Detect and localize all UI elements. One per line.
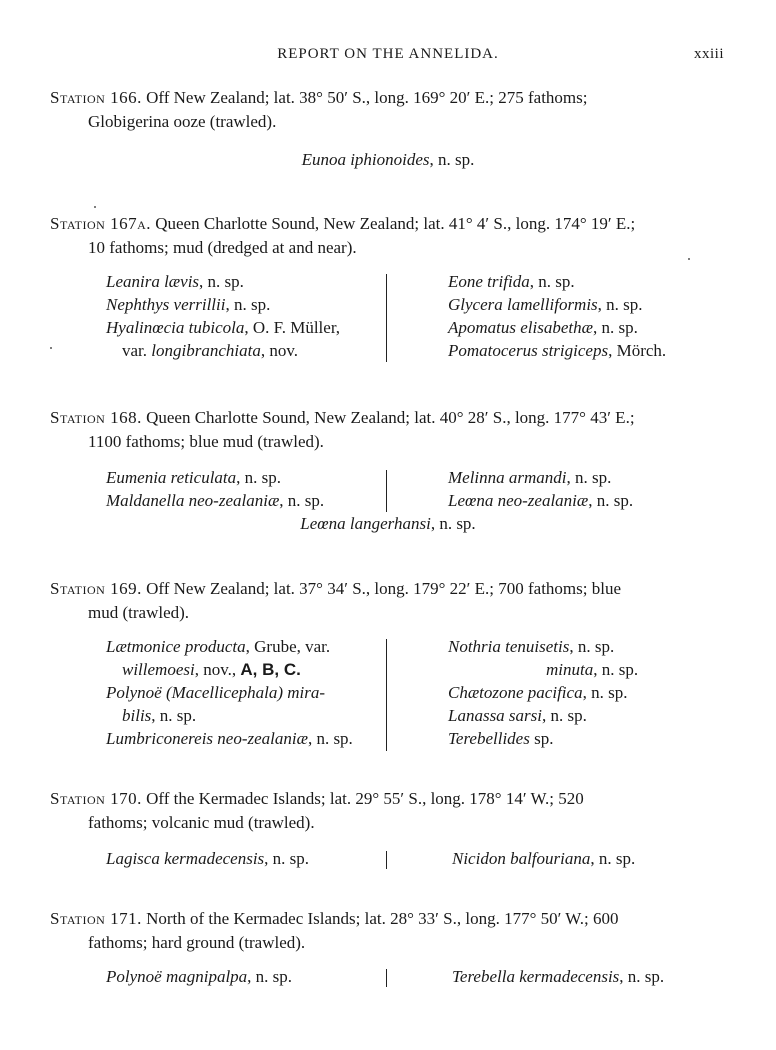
species-entry	[448, 466, 738, 489]
species-columns	[50, 965, 726, 989]
species-note: , n. sp.	[582, 683, 628, 702]
species-name: Chætozone pacifica	[448, 683, 583, 702]
running-title: REPORT ON THE ANNELIDA.	[277, 46, 499, 62]
species-name: longibranchiata	[151, 341, 261, 360]
species-name: Nicidon balfouriana	[452, 849, 591, 868]
station-locality-cont: fathoms; hard ground (trawled).	[88, 933, 306, 952]
species-note: , Mörch.	[608, 341, 667, 360]
species-entry	[452, 965, 742, 988]
species-entry	[448, 293, 738, 316]
species-name: Lagisca kermadecensis	[106, 849, 265, 868]
species-name: Terebella kermadecensis	[452, 967, 620, 986]
species-name: Nephthys verrillii	[106, 295, 226, 314]
print-speck	[50, 347, 52, 349]
species-name: Glycera lamelliformis	[448, 295, 598, 314]
species-note: , n. sp.	[151, 706, 197, 725]
column-divider	[386, 274, 387, 362]
species-note: , n. sp.	[264, 849, 310, 868]
station-heading	[50, 86, 726, 134]
species-note: , n. sp.	[592, 318, 638, 337]
species-column-right	[452, 965, 742, 988]
species-note: , n. sp.	[307, 729, 353, 748]
species-entry	[448, 727, 738, 750]
species-name: Eone trifida	[448, 272, 530, 291]
species-name: Apomatus elisabethæ	[448, 318, 593, 337]
station-locality: Off the Kermadec Islands; lat. 29° 55′ S., long. 178° 14′ W.; 520	[146, 789, 584, 808]
species-note: , n. sp.	[236, 468, 282, 487]
species-column-right	[448, 635, 738, 750]
species-entry	[50, 148, 726, 171]
station-heading	[50, 406, 726, 454]
station-166	[50, 86, 726, 171]
print-speck	[688, 258, 690, 260]
species-entry	[448, 658, 738, 681]
species-note: , n. sp.	[429, 150, 475, 169]
species-note: , n. sp.	[430, 514, 476, 533]
species-name: Pomatocerus strigiceps	[448, 341, 609, 360]
species-note: sp.	[529, 729, 554, 748]
species-columns	[50, 466, 726, 512]
species-note: , n. sp.	[225, 295, 271, 314]
species-name: Lanassa sarsi	[448, 706, 543, 725]
column-divider	[386, 851, 387, 869]
species-entry	[50, 512, 726, 535]
species-note: , n. sp.	[593, 660, 639, 679]
species-name: Polynoë magnipalpa	[106, 967, 248, 986]
species-columns	[50, 270, 726, 364]
species-note: , n. sp.	[529, 272, 575, 291]
species-entry	[448, 316, 738, 339]
species-note: , n. sp.	[588, 491, 634, 510]
station-locality-cont: mud (trawled).	[88, 603, 190, 622]
species-name: Nothria tenuisetis	[448, 637, 570, 656]
station-locality-cont: 10 fathoms; mud (dredged at and near).	[88, 238, 357, 257]
species-note: , n. sp.	[566, 468, 612, 487]
station-heading	[50, 577, 726, 625]
station-label: Station 167a.	[50, 214, 151, 233]
station-locality: Queen Charlotte Sound, New Zealand; lat. 40° 28′ S., long. 177° 43′ E.;	[146, 408, 635, 427]
species-name: bilis	[122, 706, 152, 725]
station-171	[50, 907, 726, 989]
species-name: Terebellides	[448, 729, 530, 748]
species-column-right	[452, 847, 742, 870]
species-note: , nov.,	[194, 660, 241, 679]
station-label: Station 170.	[50, 789, 142, 808]
species-name: Hyalinœcia tubicola	[106, 318, 245, 337]
species-column-right	[448, 466, 738, 512]
species-name: Leanira lævis	[106, 272, 200, 291]
species-name: Maldanella neo-zealaniæ	[106, 491, 280, 510]
species-columns	[50, 847, 726, 871]
station-label: Station 171.	[50, 909, 142, 928]
station-heading	[50, 787, 726, 835]
species-name: minuta	[546, 660, 594, 679]
species-name: Leœna langerhansi	[300, 514, 431, 533]
species-name: willemoesi	[122, 660, 195, 679]
species-name: Lætmonice producta	[106, 637, 246, 656]
species-note: , n. sp.	[590, 849, 636, 868]
species-name: Leœna neo-zealaniæ	[448, 491, 589, 510]
column-divider	[386, 470, 387, 512]
species-note: , n. sp.	[199, 272, 244, 291]
station-170	[50, 787, 726, 871]
station-locality-cont: Globigerina ooze (trawled).	[88, 112, 277, 131]
station-locality: North of the Kermadec Islands; lat. 28° 33′ S., long. 177° 50′ W.; 600	[146, 909, 619, 928]
species-name: Polynoë (Macellicephala) mira-	[106, 683, 326, 702]
species-note: , n. sp.	[247, 967, 293, 986]
column-divider	[386, 639, 387, 751]
station-label: Station 169.	[50, 579, 142, 598]
station-167a	[50, 212, 726, 364]
species-entry	[448, 489, 738, 512]
species-note: , n. sp.	[542, 706, 587, 725]
station-label: Station 166.	[50, 88, 142, 107]
species-note: , n. sp.	[569, 637, 615, 656]
species-columns	[50, 635, 726, 753]
species-column-right	[448, 270, 738, 362]
species-entry	[448, 270, 738, 293]
station-locality-cont: fathoms; volcanic mud (trawled).	[88, 813, 315, 832]
station-heading	[50, 212, 726, 260]
species-note: , Grube, var.	[245, 637, 331, 656]
station-169	[50, 577, 726, 753]
species-note: , n. sp.	[279, 491, 325, 510]
station-locality-cont: 1100 fathoms; blue mud (trawled).	[88, 432, 324, 451]
station-locality: Queen Charlotte Sound, New Zealand; lat. 41° 4′ S., long. 174° 19′ E.;	[155, 214, 636, 233]
page-number: xxiii	[693, 46, 724, 62]
station-locality: Off New Zealand; lat. 37° 34′ S., long. 179° 22′ E.; 700 fathoms; blue	[146, 579, 622, 598]
running-header	[0, 46, 776, 70]
species-name: Lumbriconereis neo-zealaniæ	[106, 729, 308, 748]
species-entry	[452, 847, 742, 870]
species-note: , n. sp.	[597, 295, 643, 314]
species-name: Melinna armandi	[448, 468, 567, 487]
station-label: Station 168.	[50, 408, 142, 427]
species-note: , nov.	[260, 341, 298, 360]
species-entry	[448, 704, 738, 727]
species-entry	[448, 339, 738, 362]
species-entry	[448, 635, 738, 658]
species-entry	[448, 681, 738, 704]
species-note: , n. sp.	[619, 967, 665, 986]
station-168	[50, 406, 726, 535]
variety-letters: A, B, C.	[240, 660, 301, 679]
station-heading	[50, 907, 726, 955]
species-name: Eunoa iphionoides	[301, 150, 430, 169]
column-divider	[386, 969, 387, 987]
species-note: , O. F. Müller,	[244, 318, 341, 337]
print-speck	[94, 206, 96, 208]
species-name: Eumenia reticulata	[106, 468, 237, 487]
station-locality: Off New Zealand; lat. 38° 50′ S., long. 169° 20′ E.; 275 fathoms;	[146, 88, 588, 107]
species-prefix: var.	[122, 341, 152, 360]
